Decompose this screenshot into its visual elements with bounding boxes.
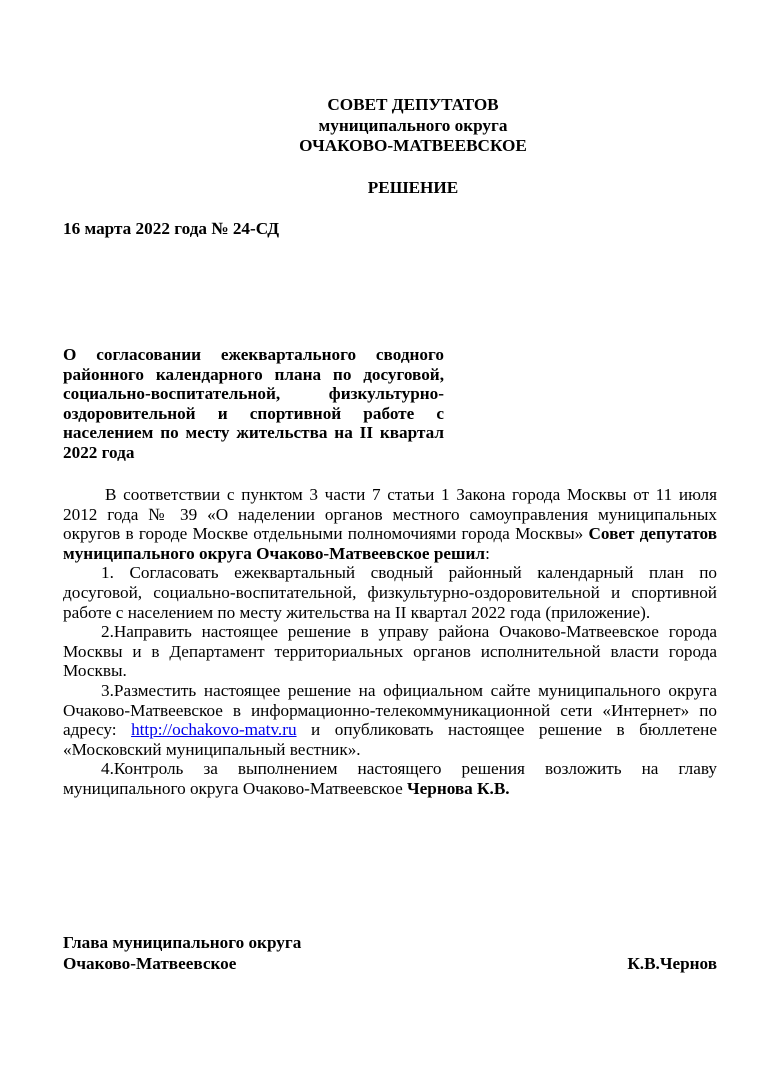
item-4-text: 4.Контроль за выполнением настоящего решения возложить на главу муниципального округа Очаково-Матвеевское	[63, 759, 717, 798]
item-3	[63, 681, 717, 759]
decision-body	[63, 485, 717, 799]
signature-title-line2: Очаково-Матвеевское	[63, 954, 237, 973]
preamble-text: В соответствии с пунктом 3 части 7 статьи 1 Закона города Москвы от 11 июля 2012 года № 39 «О наделении органов местного самоуправления муниципальных округов в городе Москве отдельными полномочиями города Москвы»	[63, 485, 717, 544]
item-4-name: Чернова К.В.	[407, 778, 510, 798]
decision-date-number: 16 марта 2022 года № 24-СД	[63, 219, 280, 238]
preamble-bold: Совет депутатов муниципального округа Очаково-Матвеевское решил	[63, 524, 717, 563]
signature-name: К.В.Чернов	[627, 954, 717, 973]
council-title: СОВЕТ ДЕПУТАТОВ	[327, 95, 499, 114]
website-link[interactable]: http://ochakovo-matv.ru	[131, 720, 297, 740]
item-1: 1. Согласовать ежеквартальный сводный районный календарный план по досуговой, социально-воспитательной, физкультурно-оздоровительной и спортивной работе с населением по месту жительства на II квартал 2022 года (приложение).	[63, 563, 717, 622]
district-name: ОЧАКОВО-МАТВЕЕВСКОЕ	[299, 136, 527, 155]
item-3-text-end: и опубликовать настоящее решение в бюллетене «Московский муниципальный вестник».	[63, 720, 717, 759]
item-4	[63, 759, 717, 798]
decision-heading: РЕШЕНИЕ	[367, 178, 459, 197]
item-3-text: 3.Разместить настоящее решение на официальном сайте муниципального округа Очаково-Матвеевское в информационно-телекоммуникационной сети «Интернет» по адресу:	[63, 680, 717, 740]
preamble-paragraph	[63, 485, 717, 563]
decision-subject: О согласовании ежеквартального сводного районного календарного плана по досуговой, социально-воспитательной, физкультурно-оздоровительной и спортивной работе с населением по месту жительства на II квартал 2022 года	[63, 345, 444, 462]
district-subtitle: муниципального округа	[318, 116, 508, 135]
signature-title-line1: Глава муниципального округа	[63, 933, 302, 952]
preamble-end: :	[485, 543, 490, 563]
item-2: 2.Направить настоящее решение в управу района Очаково-Матвеевское города Москвы и в Департамент территориальных органов исполнительной власти города Москвы.	[63, 622, 717, 681]
